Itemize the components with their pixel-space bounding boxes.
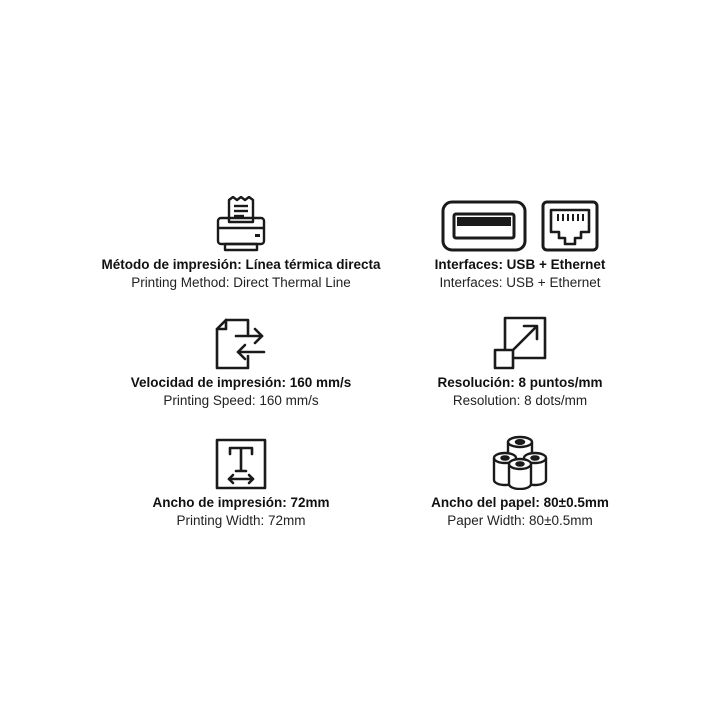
- resolution-label-es: Resolución: 8 puntos/mm: [437, 375, 603, 390]
- interfaces-label-en: Interfaces: USB + Ethernet: [439, 275, 601, 290]
- spec-printing-method: [81, 192, 401, 292]
- resolution-label-en: Resolution: 8 dots/mm: [452, 393, 588, 408]
- thermal-printer-icon: [215, 196, 267, 252]
- spec-interfaces: [360, 192, 680, 292]
- printing-width-label-es: Ancho de impresión: 72mm: [152, 495, 330, 510]
- printing-speed-label-es: Velocidad de impresión: 160 mm/s: [130, 375, 352, 390]
- spec-printing-speed: [81, 310, 401, 410]
- resolution-expand-icon: [493, 316, 547, 370]
- paper-width-label-es: Ancho del papel: 80±0.5mm: [431, 495, 609, 510]
- paper-rolls-icon: [490, 434, 550, 490]
- printing-method-label-es: Método de impresión: Línea térmica directa: [101, 257, 381, 272]
- interfaces-label-es: Interfaces: USB + Ethernet: [434, 257, 606, 272]
- printing-speed-icon-area: [214, 310, 268, 370]
- printing-width-icon-area: [215, 430, 267, 490]
- text-width-icon: [215, 438, 267, 490]
- document-exchange-arrows-icon: [214, 316, 268, 370]
- printing-width-label-en: Printing Width: 72mm: [176, 513, 306, 528]
- printing-method-icon-area: [215, 192, 267, 252]
- spec-paper-width: [360, 430, 680, 530]
- resolution-icon-area: [493, 310, 547, 370]
- paper-width-icon-area: [490, 430, 550, 490]
- printing-speed-label-en: Printing Speed: 160 mm/s: [163, 393, 319, 408]
- spec-printing-width: [81, 430, 401, 530]
- ethernet-port-icon: [541, 200, 599, 252]
- spec-resolution: [360, 310, 680, 410]
- paper-width-label-en: Paper Width: 80±0.5mm: [447, 513, 593, 528]
- printing-method-label-en: Printing Method: Direct Thermal Line: [131, 275, 351, 290]
- interfaces-icon-area: [441, 192, 599, 252]
- usb-port-icon: [441, 200, 527, 252]
